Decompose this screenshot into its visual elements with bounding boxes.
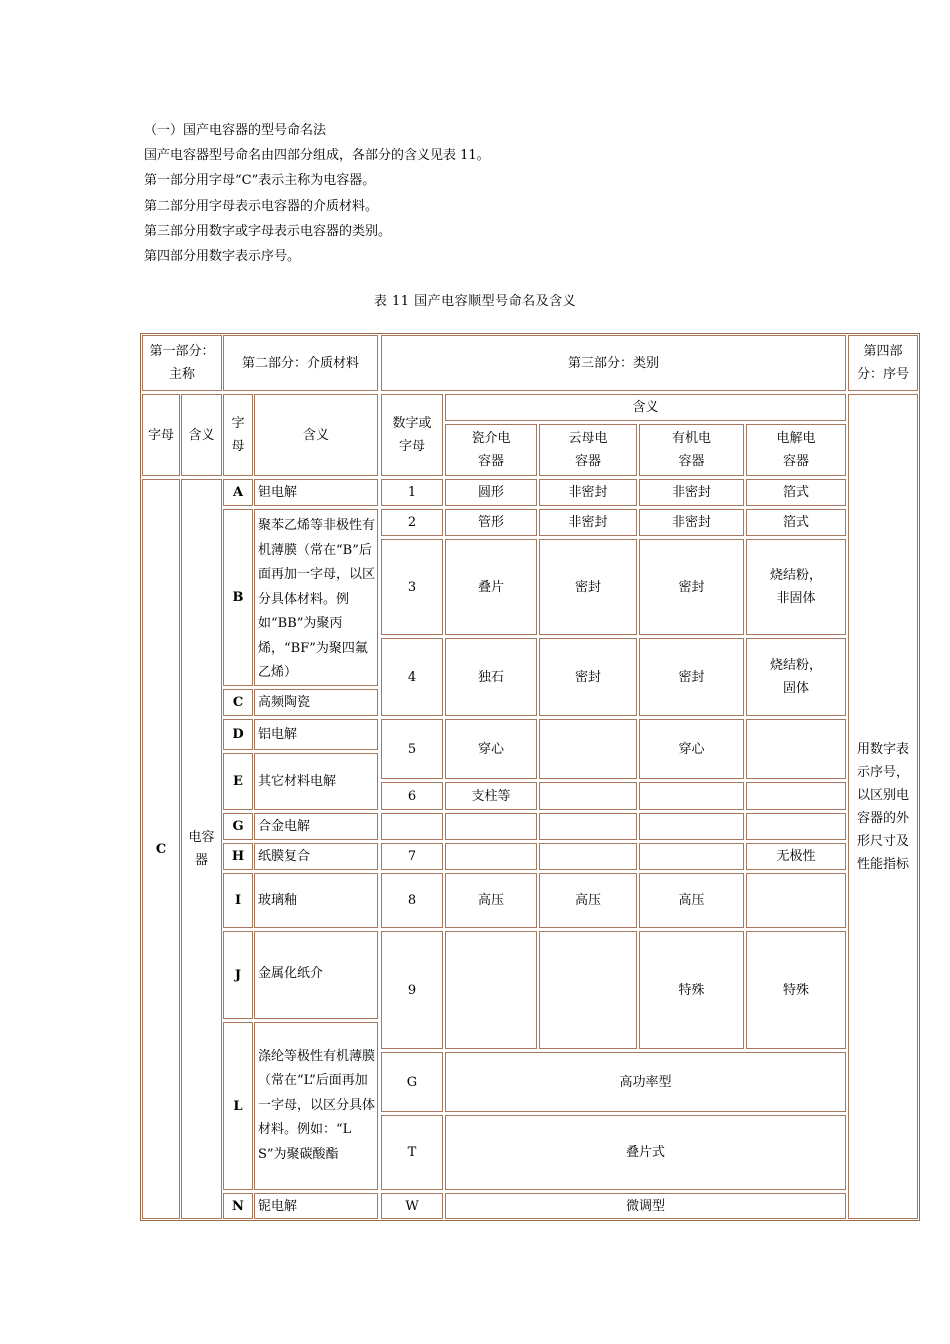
category-code: T — [381, 1115, 443, 1190]
material-meaning: 金属化纸介 — [254, 931, 378, 1019]
header-organic: 有机电容器 — [639, 424, 744, 476]
material-letter: A — [223, 479, 253, 506]
material-meaning: 纸膜复合 — [254, 843, 378, 870]
header-letter-2: 字母 — [223, 394, 253, 476]
category-electrolytic: 箔式 — [746, 509, 846, 536]
category-organic — [639, 843, 744, 870]
material-letter: H — [223, 843, 253, 870]
category-ceramic — [445, 931, 537, 1049]
category-organic: 高压 — [639, 873, 744, 928]
material-meaning: 铌电解 — [254, 1193, 378, 1219]
category-code: W — [381, 1193, 443, 1219]
material-meaning: 铝电解 — [254, 719, 378, 750]
material-meaning: 高频陶瓷 — [254, 689, 378, 716]
header-part4: 第四部分：序号 — [848, 335, 918, 391]
category-mica — [539, 782, 637, 810]
header-mica: 云母电容器 — [539, 424, 637, 476]
category-mica: 密封 — [539, 539, 637, 635]
category-merged: 高功率型 — [445, 1052, 846, 1112]
category-electrolytic — [746, 782, 846, 810]
category-organic — [639, 813, 744, 840]
category-electrolytic: 无极性 — [746, 843, 846, 870]
category-organic: 特殊 — [639, 931, 744, 1049]
intro-line: （一）国产电容器的型号命名法 — [144, 123, 327, 138]
category-electrolytic — [746, 813, 846, 840]
category-code: 2 — [381, 509, 443, 536]
header-ceramic: 瓷介电容器 — [445, 424, 537, 476]
category-mica: 非密封 — [539, 509, 637, 536]
category-organic: 密封 — [639, 539, 744, 635]
material-letter: D — [223, 719, 253, 750]
intro-line: 国产电容器型号命名由四部分组成，各部分的含义见表 11。 — [144, 148, 490, 164]
part1-letter-c: C — [142, 479, 180, 1219]
material-letter: J — [223, 931, 253, 1019]
category-code: 7 — [381, 843, 443, 870]
intro-line: 第一部分用字母“C”表示主称为电容器。 — [144, 173, 376, 189]
material-letter: E — [223, 753, 253, 810]
category-code: 8 — [381, 873, 443, 928]
header-number-or-letter: 数字或字母 — [381, 394, 443, 476]
category-mica — [539, 719, 637, 779]
material-letter: N — [223, 1193, 253, 1219]
category-electrolytic: 特殊 — [746, 931, 846, 1049]
category-mica — [539, 813, 637, 840]
material-meaning: 玻璃釉 — [254, 873, 378, 928]
category-merged: 叠片式 — [445, 1115, 846, 1190]
part1-meaning: 电容器 — [181, 479, 222, 1219]
header-electrolytic: 电解电容器 — [746, 424, 846, 476]
category-organic: 密封 — [639, 638, 744, 716]
table-caption: 表 11 国产电容顺型号命名及含义 — [373, 294, 577, 309]
category-electrolytic: 箔式 — [746, 479, 846, 506]
intro-line: 第二部分用字母表示电容器的介质材料。 — [144, 198, 379, 214]
intro-line: 第四部分用数字表示序号。 — [144, 249, 301, 265]
category-electrolytic: 烧结粉，固体 — [746, 638, 846, 716]
header-part3: 第三部分：类别 — [381, 335, 846, 391]
category-electrolytic — [746, 719, 846, 779]
category-mica — [539, 931, 637, 1049]
material-meaning: 其它材料电解 — [254, 753, 378, 810]
material-meaning: 钽电解 — [254, 479, 378, 506]
part4-description: 用数字表示序号，以区别电容器的外形尺寸及性能指标 — [848, 394, 918, 1219]
category-mica: 高压 — [539, 873, 637, 928]
category-organic: 非密封 — [639, 479, 744, 506]
material-meaning: 聚苯乙烯等非极性有机薄膜（常在“B”后面再加一字母，以区分具体材料。例如“BB”为聚丙烯，“BF”为聚四氟乙烯） — [254, 509, 378, 686]
intro-line: 第三部分用数字或字母表示电容器的类别。 — [144, 223, 392, 239]
material-letter: C — [223, 689, 253, 716]
header-meaning-2: 含义 — [254, 394, 378, 476]
category-code — [381, 813, 443, 840]
category-code: G — [381, 1052, 443, 1112]
category-ceramic: 叠片 — [445, 539, 537, 635]
category-ceramic: 独石 — [445, 638, 537, 716]
category-code: 3 — [381, 539, 443, 635]
category-ceramic: 高压 — [445, 873, 537, 928]
category-merged: 微调型 — [445, 1193, 846, 1219]
category-ceramic: 管形 — [445, 509, 537, 536]
category-organic: 非密封 — [639, 509, 744, 536]
header-letter: 字母 — [142, 394, 180, 476]
header-part1: 第一部分：主称 — [142, 335, 222, 391]
material-letter: G — [223, 813, 253, 840]
header-meaning: 含义 — [181, 394, 222, 476]
category-ceramic: 圆形 — [445, 479, 537, 506]
category-mica: 非密封 — [539, 479, 637, 506]
header-meaning-3: 含义 — [445, 394, 846, 421]
category-organic: 穿心 — [639, 719, 744, 779]
capacitor-naming-table — [140, 333, 920, 1221]
category-mica: 密封 — [539, 638, 637, 716]
category-code: 4 — [381, 638, 443, 716]
category-code: 1 — [381, 479, 443, 506]
header-part2: 第二部分：介质材料 — [223, 335, 378, 391]
category-code: 5 — [381, 719, 443, 779]
material-meaning: 涤纶等极性有机薄膜（常在“L”后面再加一字母，以区分具体材料。例如：“LS”为聚碳酸酯 — [254, 1022, 378, 1190]
category-ceramic — [445, 843, 537, 870]
category-electrolytic: 烧结粉，非固体 — [746, 539, 846, 635]
category-electrolytic — [746, 873, 846, 928]
category-ceramic — [445, 813, 537, 840]
category-ceramic: 穿心 — [445, 719, 537, 779]
material-letter: L — [223, 1022, 253, 1190]
category-organic — [639, 782, 744, 810]
category-ceramic: 支柱等 — [445, 782, 537, 810]
category-code: 6 — [381, 782, 443, 810]
material-letter: B — [223, 509, 253, 686]
category-mica — [539, 843, 637, 870]
category-code: 9 — [381, 931, 443, 1049]
material-meaning: 合金电解 — [254, 813, 378, 840]
intro-text — [144, 118, 490, 269]
material-letter: I — [223, 873, 253, 928]
